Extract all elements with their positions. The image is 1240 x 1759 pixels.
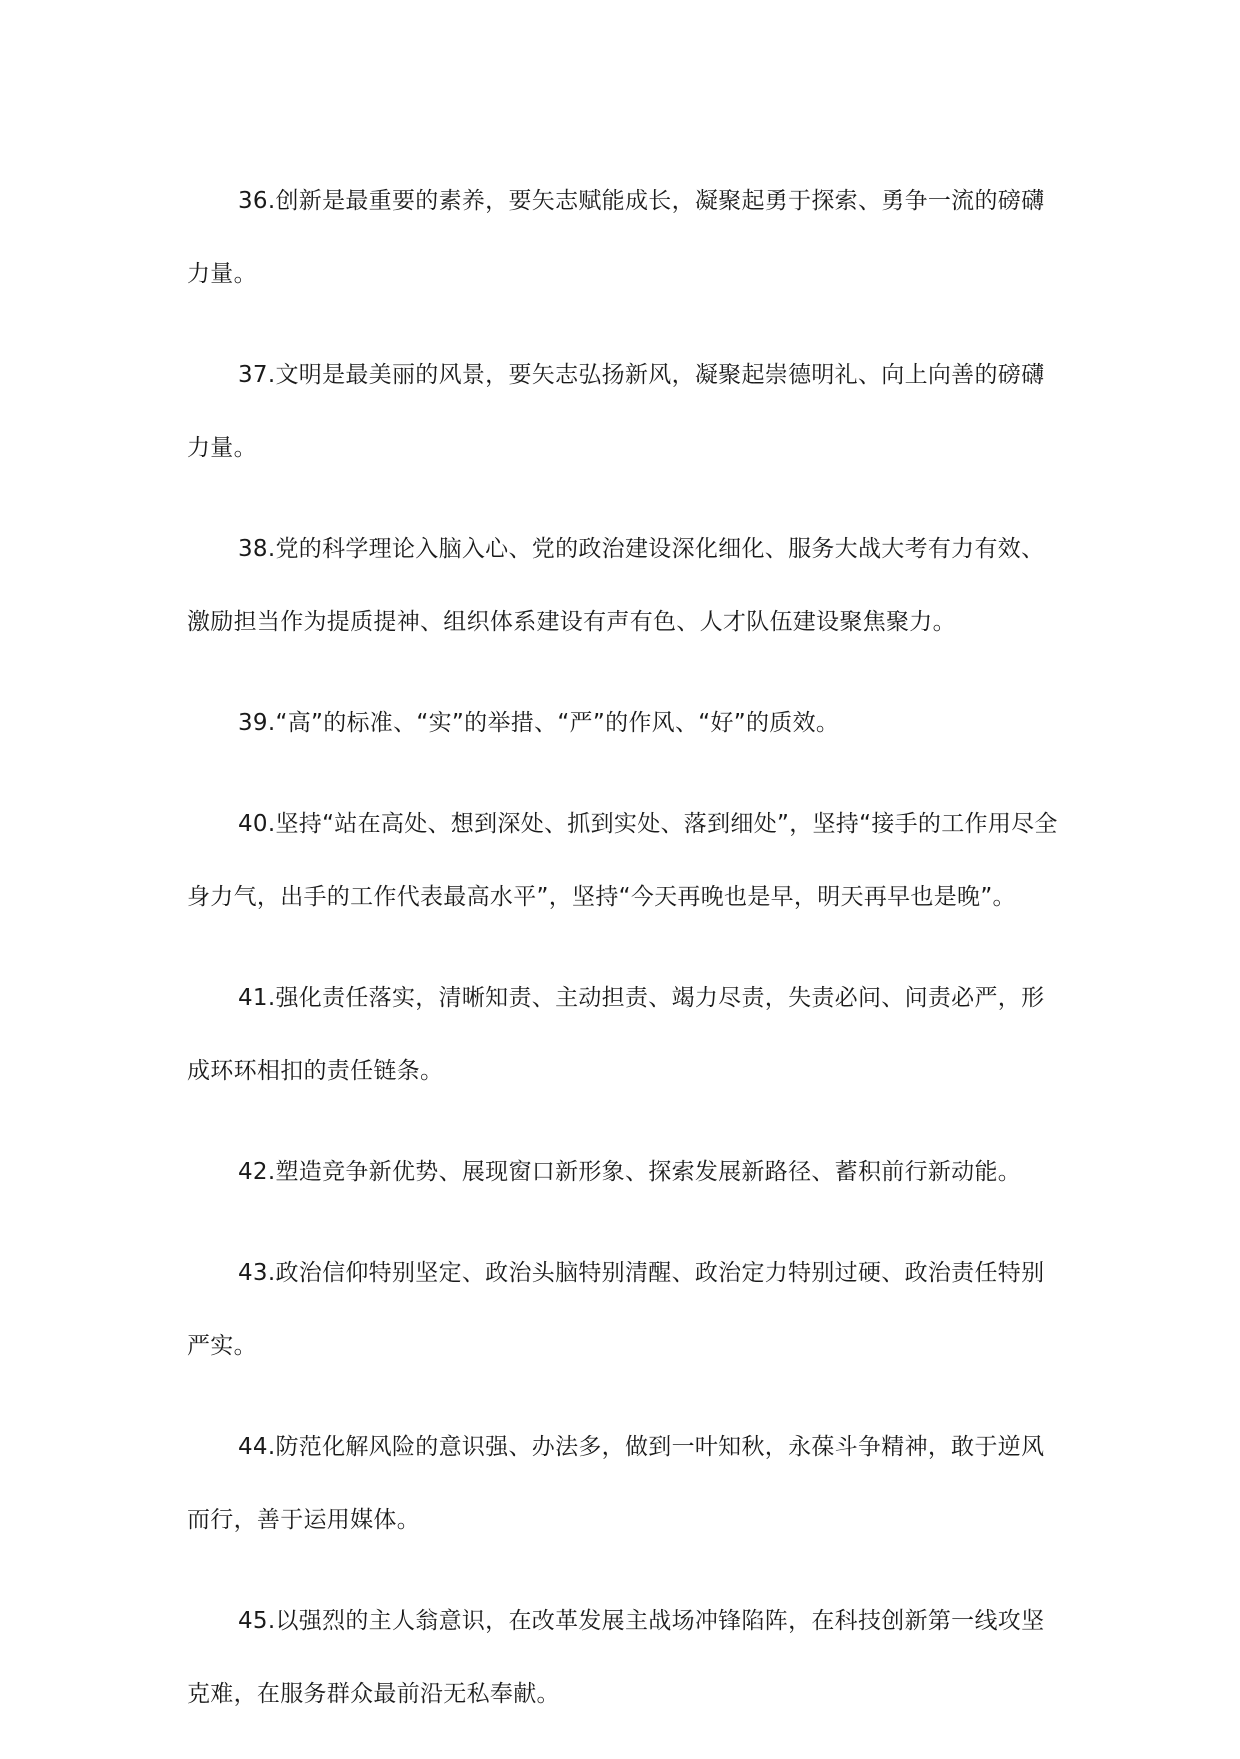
- paragraph-39: 39.“高”的标准、“实”的举措、“严”的作风、“好”的质效。: [238, 710, 840, 736]
- paragraph-44: 44.防范化解风险的意识强、办法多，做到一叶知秋，永葆斗争精神，敢于逆风而行，善于运用媒体。: [187, 1434, 1045, 1533]
- paragraph-38: 38.党的科学理论入脑入心、党的政治建设深化细化、服务大战大考有力有效、激励担当作为提质提神、组织体系建设有声有色、人才队伍建设聚焦聚力。: [187, 536, 1045, 635]
- paragraph-36: 36.创新是最重要的素养，要矢志赋能成长，凝聚起勇于探索、勇争一流的磅礴力量。: [187, 188, 1045, 287]
- paragraph-43: 43.政治信仰特别坚定、政治头脑特别清醒、政治定力特别过硬、政治责任特别严实。: [187, 1260, 1045, 1359]
- paragraph-45: 45.以强烈的主人翁意识，在改革发展主战场冲锋陷阵，在科技创新第一线攻坚克难，在服务群众最前沿无私奉献。: [187, 1608, 1045, 1707]
- paragraph-42: 42.塑造竞争新优势、展现窗口新形象、探索发展新路径、蓄积前行新动能。: [238, 1159, 1022, 1185]
- document-body: [187, 165, 1067, 1759]
- paragraph-40: 40.坚持“站在高处、想到深处、抓到实处、落到细处”，坚持“接手的工作用尽全身力气，出手的工作代表最高水平”，坚持“今天再晚也是早，明天再早也是晚”。: [187, 811, 1058, 910]
- paragraph-37: 37.文明是最美丽的风景，要矢志弘扬新风，凝聚起崇德明礼、向上向善的磅礴力量。: [187, 362, 1045, 461]
- paragraph-41: 41.强化责任落实，清晰知责、主动担责、竭力尽责，失责必问、问责必严，形成环环相扣的责任链条。: [187, 985, 1045, 1084]
